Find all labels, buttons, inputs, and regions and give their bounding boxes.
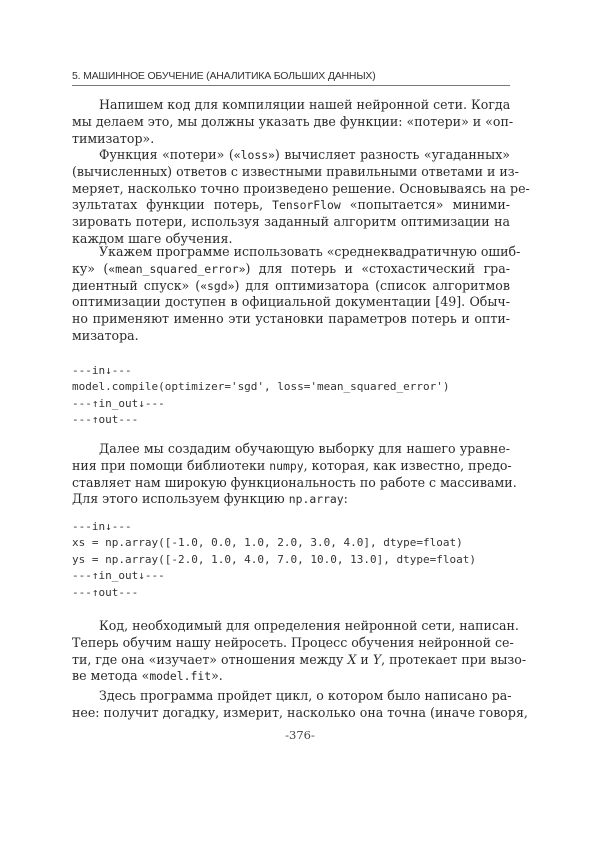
text-line bbox=[72, 97, 510, 114]
code-line: ---↑out--- bbox=[72, 585, 139, 599]
text-segment: но применяют именно эти установки параметров потерь и опти- bbox=[72, 311, 510, 327]
text-line bbox=[72, 651, 527, 669]
text-segment: Код, необходимый для определения нейронной сети, написан. bbox=[99, 618, 519, 633]
inline-code: «loss» bbox=[233, 148, 275, 162]
text-segment: Y bbox=[372, 651, 382, 667]
paragraph bbox=[72, 244, 521, 345]
code-line: xs = np.array([-1.0, 0.0, 1.0, 2.0, 3.0, 4.0], dtype=float) bbox=[72, 536, 463, 550]
text-segment: оптимизации доступен в официальной документации [49]. Обыч- bbox=[72, 294, 510, 310]
inline-code: numpy bbox=[269, 458, 304, 473]
text-segment: диентный спуск» ( bbox=[72, 277, 201, 293]
text-line bbox=[72, 278, 510, 295]
text-segment: каждом шаге обучения. bbox=[72, 230, 233, 246]
text-line bbox=[72, 491, 510, 508]
text-line bbox=[72, 197, 510, 214]
code-block bbox=[72, 519, 510, 601]
text-segment: Здесь программа пройдет цикл, о котором было написано ра- bbox=[99, 688, 512, 703]
text-segment: ) для потерь и «стохастический гра- bbox=[245, 260, 510, 276]
code-line: ---↑in_out↓--- bbox=[72, 396, 165, 410]
text-segment: «попытается» миними- bbox=[340, 197, 510, 213]
paragraph bbox=[72, 441, 517, 508]
text-segment: ) вычисляет разность «угаданных» bbox=[274, 147, 510, 162]
text-segment: зировать потери, используя заданный алгоритм оптимизации на bbox=[72, 214, 510, 230]
text-line bbox=[72, 131, 510, 148]
text-line bbox=[72, 688, 510, 705]
text-line bbox=[72, 311, 510, 328]
inline-code: «sgd» bbox=[200, 278, 235, 293]
code-line: model.compile(optimizer='sgd', loss='mean_squared_error') bbox=[72, 380, 450, 394]
paragraph bbox=[72, 97, 514, 147]
paragraph bbox=[72, 618, 527, 685]
text-line bbox=[72, 214, 510, 231]
inline-code: model.fit bbox=[149, 669, 212, 684]
text-segment: , протекает при вызо- bbox=[381, 651, 527, 667]
inline-code: «mean_squared_error» bbox=[108, 261, 246, 276]
text-segment: ти, где она «изучает» отношения между bbox=[72, 651, 348, 667]
text-line bbox=[72, 618, 519, 635]
code-line: ys = np.array([-2.0, 1.0, 4.0, 7.0, 10.0, 13.0], dtype=float) bbox=[72, 552, 476, 566]
text-segment: ку» ( bbox=[72, 260, 109, 276]
page-number: -376- bbox=[285, 728, 315, 742]
text-segment: ве метода « bbox=[72, 668, 150, 684]
code-line: ---↑in_out↓--- bbox=[72, 569, 165, 583]
text-segment: Далее мы создадим обучающую выборку для нашего уравне- bbox=[99, 441, 510, 456]
inline-code: TensorFlow bbox=[272, 198, 341, 213]
text-line bbox=[72, 634, 514, 652]
text-segment: Функция «потери» ( bbox=[99, 147, 234, 162]
code-line: ---in↓--- bbox=[72, 520, 132, 533]
text-segment: ставляет нам широкую функциональность по работе с массивами. bbox=[72, 474, 517, 490]
paragraph bbox=[72, 147, 530, 248]
text-segment: нее: получит догадку, измерит, насколько она точна (иначе говоря, bbox=[72, 704, 528, 720]
text-segment: Напишем код для компиляции нашей нейронной сети. Когда bbox=[99, 97, 511, 112]
text-segment: (вычисленных) ответов с известными правильными ответами и из- bbox=[72, 163, 519, 179]
code-block bbox=[72, 363, 510, 429]
text-segment: меряет, насколько точно произведено решение. Основываясь на ре- bbox=[72, 180, 530, 196]
text-segment: ) для оптимизатора (список алгоритмов bbox=[234, 277, 510, 293]
text-line bbox=[72, 147, 510, 164]
text-segment: Для этого используем функцию bbox=[72, 491, 289, 507]
text-segment: зультатах функции потерь, bbox=[72, 197, 273, 213]
text-line bbox=[72, 261, 510, 278]
text-line bbox=[72, 458, 510, 475]
text-segment: Теперь обучим нашу нейросеть. Процесс обучения нейронной се- bbox=[72, 634, 514, 650]
text-line bbox=[72, 441, 510, 458]
text-segment: Укажем программе использовать «среднеквадратичную ошиб- bbox=[99, 244, 521, 259]
text-line bbox=[72, 163, 519, 181]
text-segment: , которая, как известно, предо- bbox=[303, 457, 512, 473]
text-segment: ния при помощи библиотеки bbox=[72, 457, 270, 473]
paragraph bbox=[72, 688, 528, 722]
text-line bbox=[72, 474, 517, 492]
text-line bbox=[72, 668, 510, 685]
text-segment: мы делаем это, мы должны указать две функции: «потери» и «оп- bbox=[72, 113, 514, 129]
text-segment: ». bbox=[211, 668, 223, 684]
text-line bbox=[72, 244, 521, 261]
text-line bbox=[72, 180, 530, 198]
text-segment: X bbox=[347, 651, 357, 667]
text-line bbox=[72, 113, 514, 131]
text-segment: мизатора. bbox=[72, 327, 139, 343]
text-segment: и bbox=[356, 651, 373, 667]
text-line bbox=[72, 294, 510, 311]
header-rule bbox=[72, 85, 510, 86]
text-segment: тимизатор». bbox=[72, 130, 155, 146]
code-line: ---↑out--- bbox=[72, 413, 139, 427]
text-line bbox=[72, 328, 510, 345]
running-header: 5. МАШИННОЕ ОБУЧЕНИЕ (АНАЛИТИКА БОЛЬШИХ ДАННЫХ) bbox=[72, 70, 376, 82]
text-line bbox=[72, 704, 528, 722]
code-line: ---in↓--- bbox=[72, 364, 132, 377]
text-segment: : bbox=[343, 491, 348, 507]
inline-code: np.array bbox=[288, 492, 344, 507]
